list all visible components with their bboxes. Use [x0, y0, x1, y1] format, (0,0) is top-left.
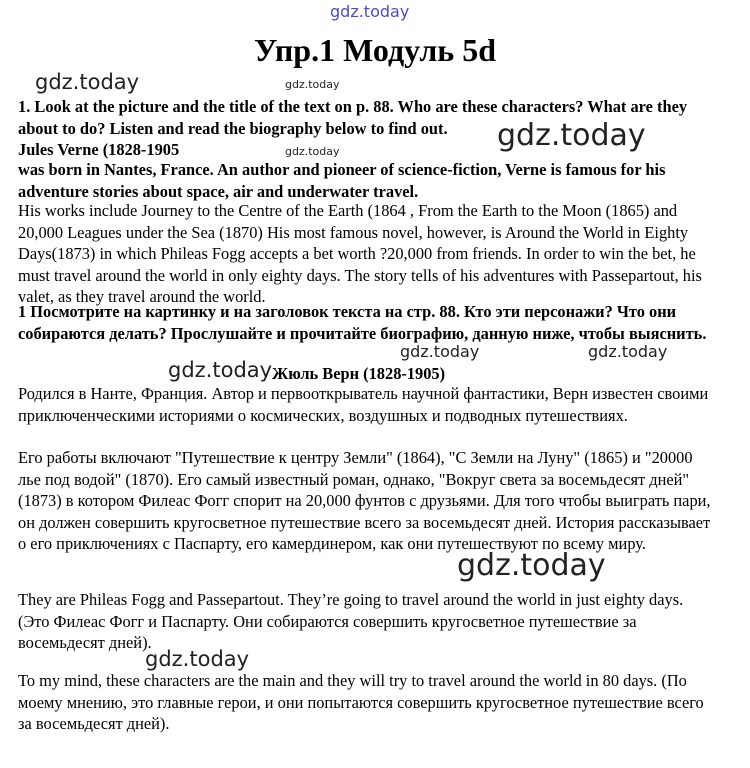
answer-2: To my mind, these characters are the main and they will try to travel around the world in 80 days. (По моему мнению, это главные герои, и они попытаются совершить кругосветное путешествие всего за восемьдесят дней).	[18, 671, 704, 734]
name-en: Jules Verne (1828-1905	[18, 140, 180, 159]
bio-en-bold: was born in Nantes, France. An author and pioneer of science-fiction, Verne is famous for his adventure stories about space, air and underwater travel.	[18, 160, 666, 201]
bio-ru-2: Его работы включают "Путешествие к центру Земли" (1864), "С Земли на Луну" (1865) и "20000 лье под водой" (1870). Его самый известный роман, однако, "Вокруг света за восемьдесят дней" (1873) в котором Филеас Фогг спорит на 20,000 фунтов с друзьями. Для того чтобы выиграть пари, он должен совершить кругосветное путешествие всего за восемьдесят дней. История рассказывает о его приключениях с Паспарту, его камердинером, как они путешествуют по всему миру.	[18, 448, 711, 554]
watermark-7: gdz.today	[168, 358, 273, 382]
watermark-4: gdz.today	[285, 145, 340, 158]
name-ru: Жюль Верн (1828-1905)	[272, 364, 446, 383]
bio-en: His works include Journey to the Centre of the Earth (1864 , From the Earth to the Moon (1865) and 20,000 Leagues under the Sea (1870) His most famous novel, however, is Around the World in Eighty Days(1873) in which Phileas Fogg accepts a bet worth ?20,000 from friends. In order to win the bet, he must travel around the world in only eighty days. The story tells of his adventures with Passepartout, his valet, as they travel around the world.	[18, 201, 702, 307]
watermark-3: gdz.today	[497, 118, 646, 153]
watermark-1: gdz.today	[35, 70, 140, 94]
watermark-8: gdz.today	[457, 548, 606, 583]
question-en: 1. Look at the picture and the title of the text on p. 88. Who are these characters? What are they about to do? Listen and read the biography below to find out.	[18, 97, 688, 138]
watermark-9: gdz.today	[145, 647, 250, 671]
bio-ru-1: Родился в Нанте, Франция. Автор и первооткрыватель научной фантастики, Верн известен своими приключенческими историями о космических, воздушных и подводных путешествиях.	[18, 384, 709, 425]
page-title: Упр.1 Модуль 5d	[253, 32, 496, 68]
watermark-5: gdz.today	[400, 342, 480, 361]
watermark-6: gdz.today	[588, 342, 668, 361]
watermark-top: gdz.today	[330, 2, 410, 21]
answer-1: They are Phileas Fogg and Passepartout. They’re going to travel around the world in just eighty days. (Это Филеас Фогг и Паспарту. Они собираются совершить кругосветное путешествие за восемьдесят дней).	[18, 590, 684, 653]
watermark-2: gdz.today	[285, 78, 340, 91]
question-ru: 1 Посмотрите на картинку и на заголовок текста на стр. 88. Кто эти персонажи? Что они собираются делать? Прослушайте и прочитайте биографию, данную ниже, чтобы выяснить.	[18, 302, 707, 343]
